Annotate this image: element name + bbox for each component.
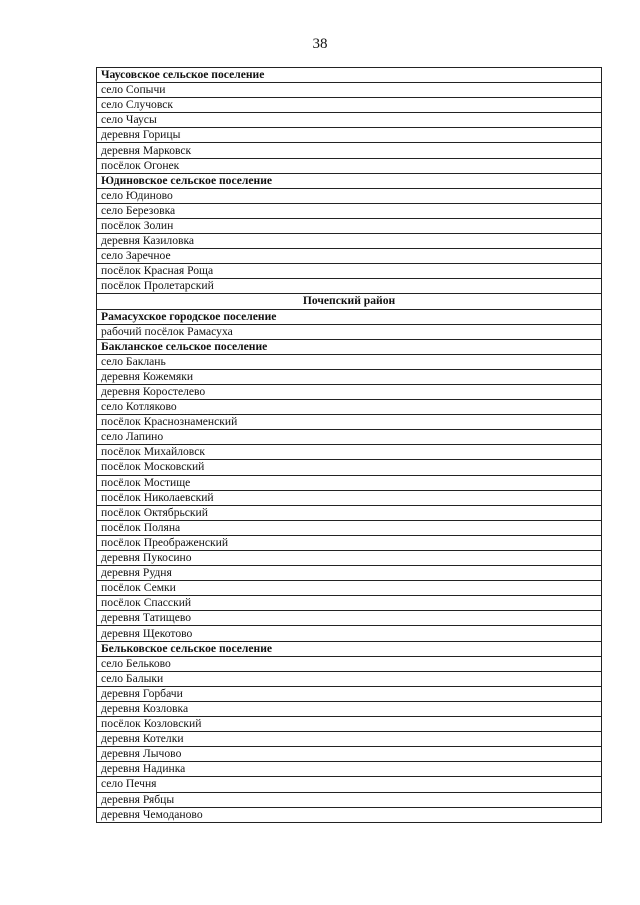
- settlement-row: [97, 792, 602, 807]
- settlement-row-cell: деревня Марковск: [97, 143, 602, 158]
- settlement-group-heading-cell: Бельковское сельское поселение: [97, 641, 602, 656]
- settlement-row: [97, 566, 602, 581]
- settlement-row: [97, 158, 602, 173]
- settlement-row-cell: село Котляково: [97, 400, 602, 415]
- settlement-row: [97, 520, 602, 535]
- settlement-row: [97, 234, 602, 249]
- settlement-row-cell: посёлок Московский: [97, 460, 602, 475]
- settlement-row-cell: посёлок Краснознаменский: [97, 415, 602, 430]
- settlement-row: [97, 732, 602, 747]
- settlement-row-cell: рабочий посёлок Рамасуха: [97, 324, 602, 339]
- settlement-row: [97, 400, 602, 415]
- settlement-row-cell: деревня Рудня: [97, 566, 602, 581]
- settlement-row: [97, 143, 602, 158]
- settlement-row: [97, 596, 602, 611]
- settlement-row-cell: посёлок Козловский: [97, 717, 602, 732]
- settlement-row-cell: село Заречное: [97, 249, 602, 264]
- settlement-row-cell: деревня Кожемяки: [97, 369, 602, 384]
- settlement-row: [97, 505, 602, 520]
- settlement-row: [97, 415, 602, 430]
- settlement-row-cell: посёлок Спасский: [97, 596, 602, 611]
- settlement-row-cell: деревня Коростелево: [97, 384, 602, 399]
- settlement-row: [97, 445, 602, 460]
- settlement-row-cell: деревня Пукосино: [97, 551, 602, 566]
- settlement-group-heading: [97, 641, 602, 656]
- settlement-row-cell: деревня Горбачи: [97, 686, 602, 701]
- settlement-row-cell: посёлок Мостище: [97, 475, 602, 490]
- settlement-row-cell: посёлок Красная Роща: [97, 264, 602, 279]
- settlement-row: [97, 535, 602, 550]
- settlement-row: [97, 701, 602, 716]
- settlement-row-cell: село Баклань: [97, 354, 602, 369]
- settlement-row-cell: село Бельково: [97, 656, 602, 671]
- settlement-group-heading: [97, 309, 602, 324]
- settlement-row: [97, 460, 602, 475]
- settlement-row: [97, 369, 602, 384]
- settlement-row: [97, 747, 602, 762]
- settlement-row: [97, 218, 602, 233]
- settlement-row: [97, 324, 602, 339]
- settlement-row-cell: посёлок Преображенский: [97, 535, 602, 550]
- settlement-row: [97, 611, 602, 626]
- settlement-row: [97, 113, 602, 128]
- district-heading-cell: Почепский район: [97, 294, 602, 309]
- settlement-row: [97, 188, 602, 203]
- settlement-row-cell: деревня Рябцы: [97, 792, 602, 807]
- settlement-row-cell: посёлок Огонек: [97, 158, 602, 173]
- settlements-table-body: [97, 68, 602, 823]
- settlement-row-cell: посёлок Поляна: [97, 520, 602, 535]
- settlement-row-cell: село Печня: [97, 777, 602, 792]
- settlement-row-cell: деревня Горицы: [97, 128, 602, 143]
- settlement-row-cell: посёлок Октябрьский: [97, 505, 602, 520]
- settlement-group-heading-cell: Бакланское сельское поселение: [97, 339, 602, 354]
- settlement-group-heading: [97, 339, 602, 354]
- settlement-row-cell: село Балыки: [97, 671, 602, 686]
- settlement-row-cell: посёлок Семки: [97, 581, 602, 596]
- settlement-row: [97, 279, 602, 294]
- settlement-row: [97, 83, 602, 98]
- settlement-group-heading: [97, 173, 602, 188]
- settlement-row: [97, 475, 602, 490]
- settlement-group-heading-cell: Чаусовское сельское поселение: [97, 68, 602, 83]
- settlement-row: [97, 128, 602, 143]
- settlement-row: [97, 762, 602, 777]
- settlement-row-cell: село Юдиново: [97, 188, 602, 203]
- settlement-group-heading: [97, 68, 602, 83]
- settlement-row: [97, 686, 602, 701]
- settlement-row-cell: деревня Щекотово: [97, 626, 602, 641]
- page-number: 38: [312, 36, 328, 52]
- settlement-row-cell: село Чаусы: [97, 113, 602, 128]
- district-heading: [97, 294, 602, 309]
- settlement-row-cell: посёлок Николаевский: [97, 490, 602, 505]
- settlement-row: [97, 203, 602, 218]
- settlement-group-heading-cell: Рамасухское городское поселение: [97, 309, 602, 324]
- settlement-row: [97, 490, 602, 505]
- settlement-row: [97, 717, 602, 732]
- settlement-row-cell: село Березовка: [97, 203, 602, 218]
- settlement-row: [97, 581, 602, 596]
- settlement-row: [97, 249, 602, 264]
- settlement-row-cell: деревня Котелки: [97, 732, 602, 747]
- settlement-row: [97, 430, 602, 445]
- settlement-row: [97, 98, 602, 113]
- settlement-row: [97, 807, 602, 822]
- settlement-row: [97, 551, 602, 566]
- settlement-row-cell: деревня Чемоданово: [97, 807, 602, 822]
- settlement-row-cell: деревня Надинка: [97, 762, 602, 777]
- settlement-row: [97, 626, 602, 641]
- settlement-row-cell: посёлок Пролетарский: [97, 279, 602, 294]
- settlement-row: [97, 354, 602, 369]
- settlements-table: [96, 67, 602, 823]
- settlement-row-cell: деревня Татищево: [97, 611, 602, 626]
- settlement-row-cell: село Случовск: [97, 98, 602, 113]
- settlement-group-heading-cell: Юдиновское сельское поселение: [97, 173, 602, 188]
- settlement-row: [97, 264, 602, 279]
- settlement-row-cell: село Лапино: [97, 430, 602, 445]
- settlement-row-cell: село Сопычи: [97, 83, 602, 98]
- settlement-row: [97, 777, 602, 792]
- settlement-row-cell: деревня Лычово: [97, 747, 602, 762]
- settlement-row-cell: посёлок Золин: [97, 218, 602, 233]
- settlement-row-cell: деревня Козловка: [97, 701, 602, 716]
- settlement-row: [97, 384, 602, 399]
- settlement-row-cell: деревня Казиловка: [97, 234, 602, 249]
- settlement-row: [97, 656, 602, 671]
- settlement-row: [97, 671, 602, 686]
- settlement-row-cell: посёлок Михайловск: [97, 445, 602, 460]
